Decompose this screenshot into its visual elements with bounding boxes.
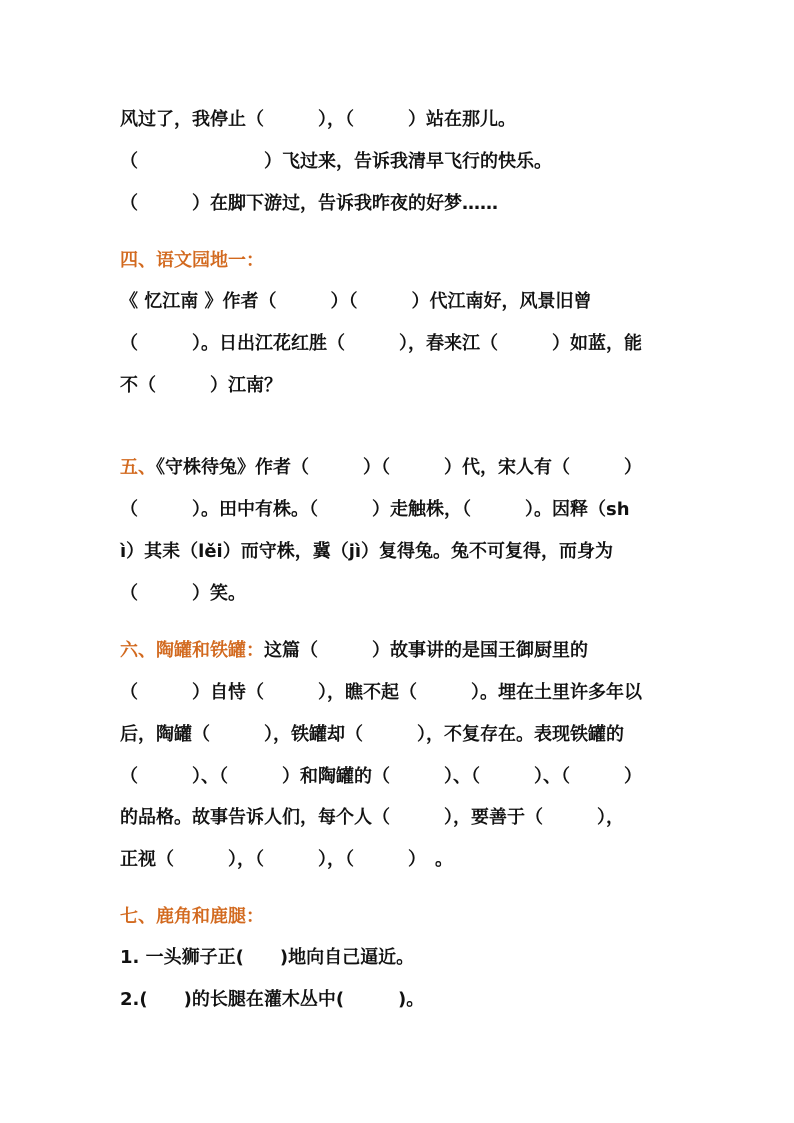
text-line: （ ）自恃（ ），瞧不起（ ）。埋在土里许多年以 — [120, 682, 642, 703]
text-line: 1. 一头狮子正( )地向自己逼近。 — [120, 947, 415, 968]
section-heading-5: 五、 — [120, 457, 156, 478]
section-5-text: 《守株待兔》作者（ ）（ ）代，宋人有（ ） — [156, 457, 642, 478]
section-5-line — [120, 456, 642, 480]
text-line: 不（ ）江南？ — [120, 375, 282, 396]
text-line: （ ）笑。 — [120, 583, 246, 604]
section-heading-7: 七、鹿角和鹿腿： — [120, 906, 264, 927]
text-line: （ ）、（ ）和陶罐的（ ）、（ ）、（ ） — [120, 766, 642, 787]
text-line: （ ）。日出江花红胜（ ），春来江（ ）如蓝，能 — [120, 333, 642, 354]
section-heading-4: 四、语文园地一： — [120, 250, 264, 271]
text-line: 的品格。故事告诉人们，每个人（ ），要善于（ ）， — [120, 807, 624, 828]
text-line: 2.( )的长腿在灌木丛中( )。 — [120, 989, 425, 1010]
text-line: 《 忆江南 》作者（ ）（ ）代江南好，风景旧曾 — [120, 291, 592, 312]
section-6-line — [120, 639, 588, 663]
text-line: 风过了，我停止（ ），（ ）站在那儿。 — [120, 109, 516, 130]
text-line: （ ）。田中有株。（ ）走触株，（ ）。因释（sh — [120, 499, 630, 520]
text-line: ì）其耒（lěi）而守株，冀（jì）复得兔。兔不可复得，而身为 — [120, 541, 614, 562]
section-6-text: 这篇（ ）故事讲的是国王御厨里的 — [264, 640, 588, 661]
text-line: 正视（ ），（ ），（ ） 。 — [120, 849, 453, 870]
text-line: （ ）在脚下游过，告诉我昨夜的好梦…… — [120, 193, 498, 214]
text-line: （ ）飞过来，告诉我清早飞行的快乐。 — [120, 151, 552, 172]
text-line: 后，陶罐（ ），铁罐却（ ），不复存在。表现铁罐的 — [120, 724, 624, 745]
section-heading-6: 六、陶罐和铁罐： — [120, 640, 264, 661]
